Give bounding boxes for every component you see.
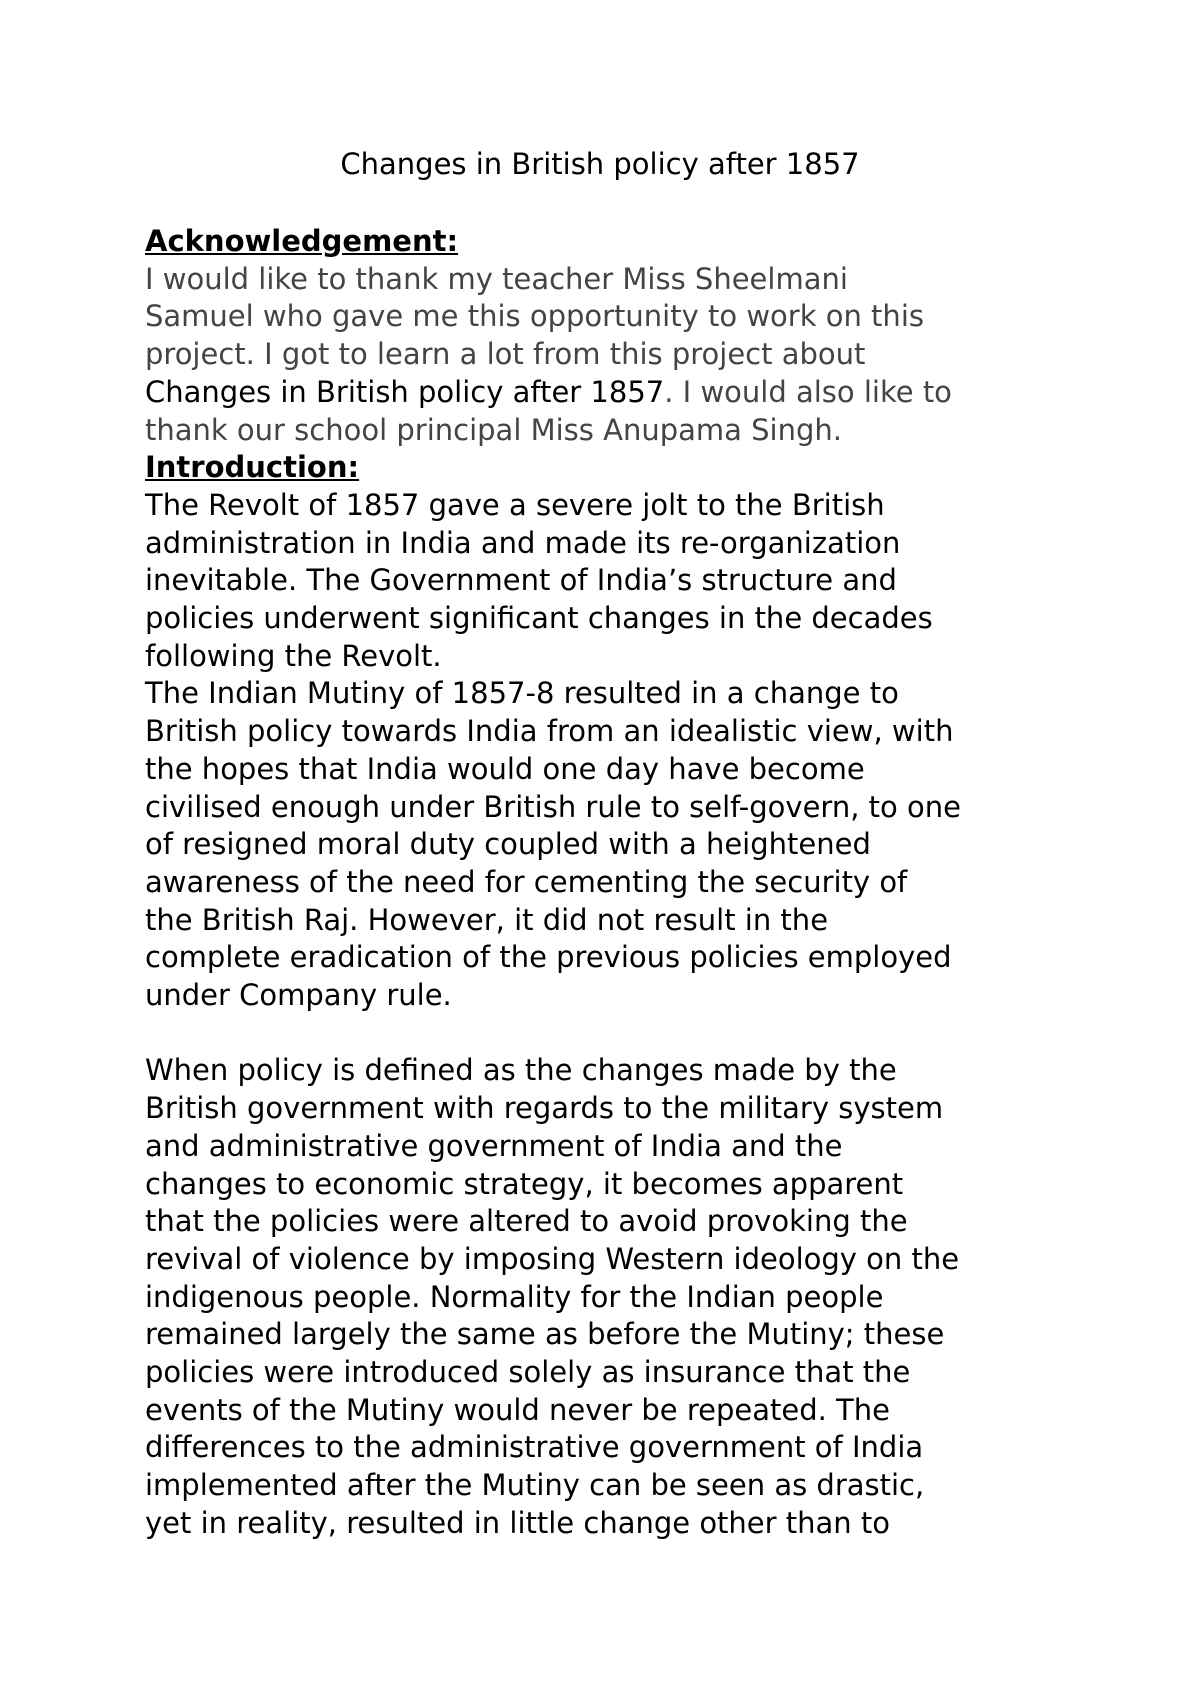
acknowledgement-heading: Acknowledgement: [145,224,459,258]
document-title: Changes in British policy after 1857 [340,147,860,181]
introduction-paragraph-3: When policy is defined as the changes made by the British government with regards to the military system and administrative government of India and the changes to economic strategy, it becomes apparent that the policies were altered to avoid provoking the revival of violence by imposing Western ideology on the indigenous people. Normality for the Indian people remained largely the same as before the Mutiny; these policies were introduced solely as insurance that the events of the Mutiny would never be repeated. The differences to the administrative government of India implemented after the Mutiny can be seen as drastic, yet in reality, resulted in little change other than to [145,1053,960,1540]
acknowledgement-text-part1: I would like to thank my teacher Miss Sheelmani Samuel who gave me this opportunity to work on this project. I got to learn a lot from this project about [145,261,924,372]
paragraph-gap [145,1015,1085,1053]
acknowledgement-text-part3: . I would also like to thank our school principal Miss Anupama Singh. [145,374,952,447]
acknowledgement-text [145,261,1085,450]
introduction-paragraph-1: The Revolt of 1857 gave a severe jolt to the British administration in India and made its re-organization inevitable. The Government of India’s structure and policies underwent significant changes in the decades following the Revolt. [145,487,933,673]
introduction-heading: Introduction: [145,450,360,485]
acknowledgement-project-title: Changes in British policy after 1857 [145,374,665,409]
introduction-paragraph-2: The Indian Mutiny of 1857-8 resulted in a change to British policy towards India from an idealistic view, with the hopes that India would one day have become civilised enough under British rule to self-govern, to one of resigned moral duty coupled with a heightened awareness of the need for cementing the security of the British Raj. However, it did not result in the complete eradication of the previous policies employed under Company rule. [145,676,961,1013]
document-body [145,223,1085,1543]
